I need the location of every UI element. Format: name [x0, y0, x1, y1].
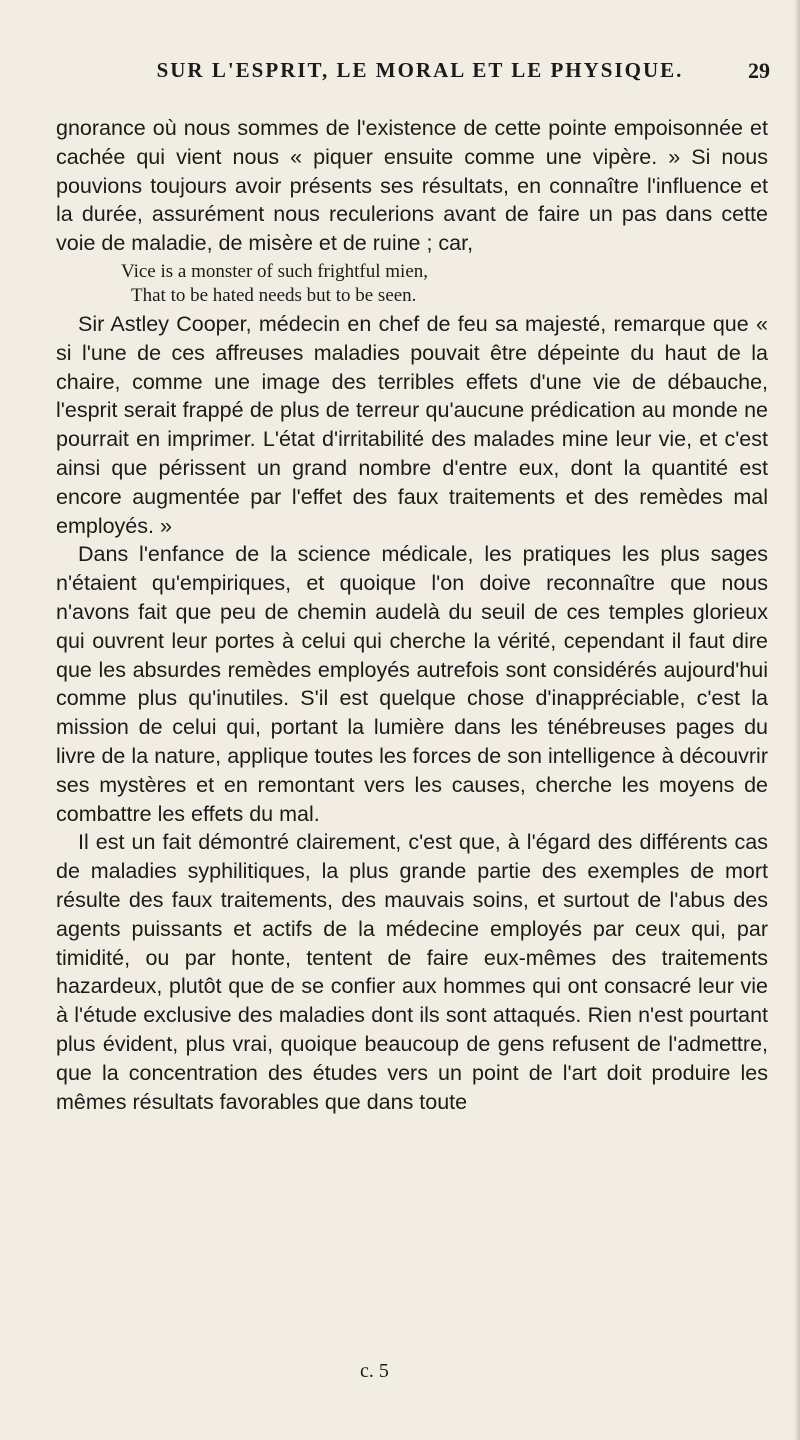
paragraph-4: Il est un fait démontré clairement, c'est que, à l'égard des différents cas de maladies syphilitiques, la plus grande partie des exemples de mort résulte des faux traitements, des mauvais soins, et surtout de l'abus des agents puissants et actifs de la médecine employés par ceux qui, par timidité, ou par honte, tentent de faire eux-mêmes des traitements hazardeux, plutôt que de se confier aux hommes qui ont consacré leur vie à l'étude exclusive des maladies dont ils sont attaqués. Rien n'est pourtant plus évident, plus vrai, quoique beaucoup de gens refusent de l'admettre, que la concentration des études vers un point de l'art doit produire les mêmes résultats favorables que dans toute [56, 830, 768, 1114]
paragraph-1: gnorance où nous sommes de l'existence de cette pointe empoisonnée et cachée qui vient nous « piquer ensuite comme une vipère. » Si nous pouvions toujours avoir présents ses résultats, en connaître l'influence et la durée, assurément nous reculerions avant de faire un pas dans cette voie de maladie, de misère et de ruine ; car, [56, 116, 768, 256]
page-edge-shadow [794, 0, 800, 1440]
running-title: SUR L'ESPRIT, LE MORAL ET LE PHYSIQUE. [156, 58, 684, 82]
paragraph-3: Dans l'enfance de la science médicale, les pratiques les plus sages n'étaient qu'empiriques, et quoique l'on doive reconnaître que nous n'avons fait que peu de chemin audelà du seuil de ces temples glorieux qui ouvrent leur portes à celui qui cherche la vérité, cependant il faut dire que les absurdes remèdes employés autrefois sont considérés aujourd'hui comme plus qu'inutiles. S'il est quelque chose d'inappréciable, c'est la mission de celui qui, portant la lumière dans les ténébreuses pages du livre de la nature, applique toutes les forces de son intelligence à découvrir ses mystères et en remontant vers les causes, cherche les moyens de combattre les effets du mal. [56, 542, 768, 826]
verse-quote [121, 260, 768, 308]
paragraph-2: Sir Astley Cooper, médecin en chef de feu sa majesté, remarque que « si l'une de ces affreuses maladies pouvait être dépeinte du haut de la chaire, comme une image des terribles effets d'une vie de débauche, l'esprit serait frappé de plus de terreur qu'aucune prédication au monde ne pourrait en imprimer. L'état d'irritabilité des malades mine leur vie, et c'est ainsi que périssent un grand nombre d'entre eux, dont la quantité est encore augmentée par l'effet des faux traitements et des remèdes mal employés. » [56, 311, 768, 538]
verse-line-1: Vice is a monster of such frightful mien, [121, 260, 429, 282]
page-number: 29 [748, 58, 770, 83]
body-text [56, 114, 768, 1116]
signature-mark: c. 5 [360, 1360, 389, 1382]
verse-line-2: That to be hated needs but to be seen. [131, 284, 417, 306]
page-header [120, 58, 770, 98]
